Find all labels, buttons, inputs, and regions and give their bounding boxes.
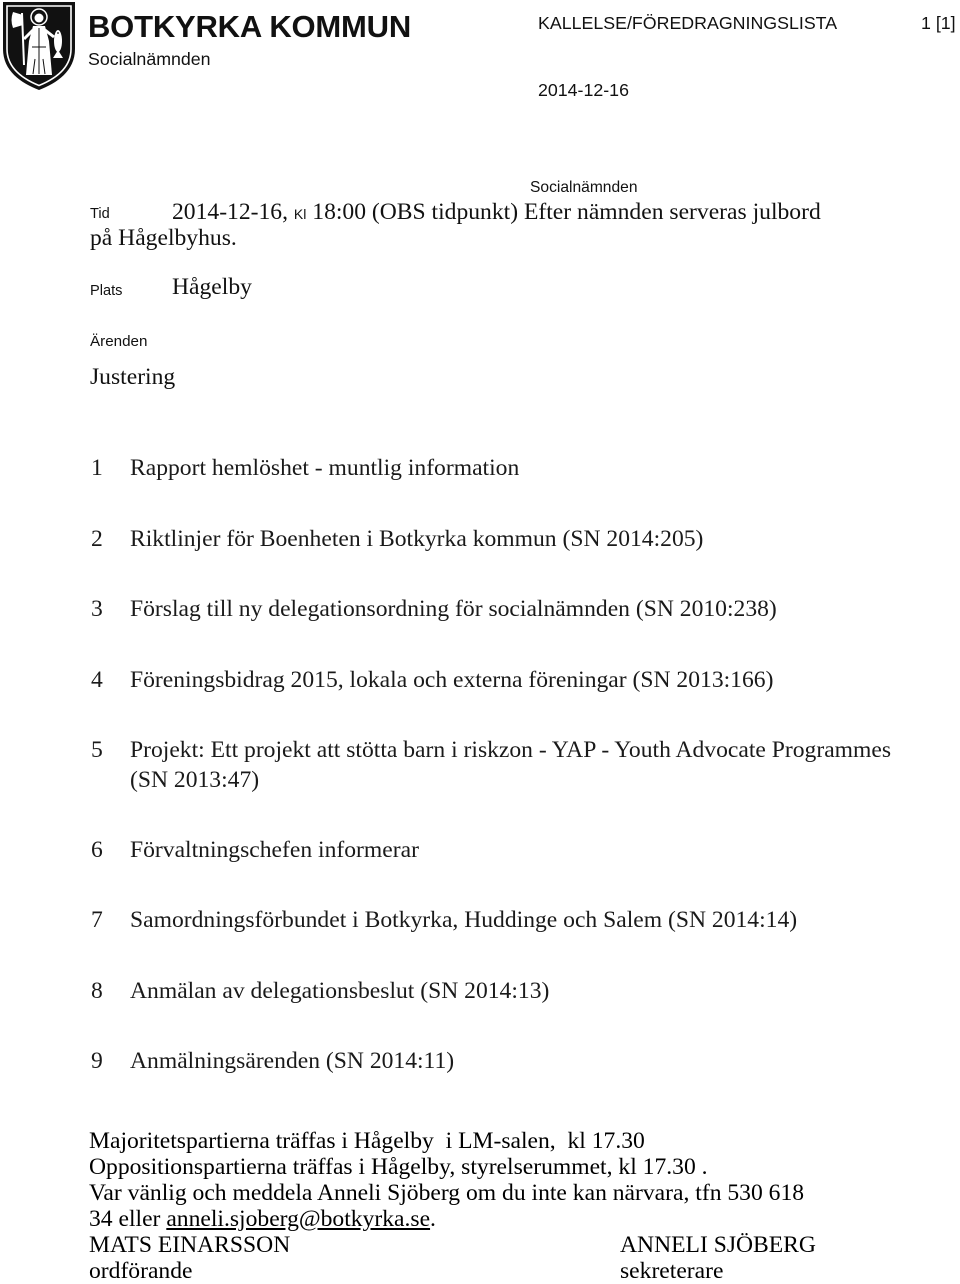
footer-contact-suffix: . <box>430 1206 436 1232</box>
agenda-item-title: Projekt: Ett projekt att stötta barn i riskzon - YAP - Youth Advocate Programmes (SN 2013:47) <box>130 737 892 793</box>
footer-contact-prefix: 34 eller <box>89 1206 167 1232</box>
time-date: 2014-12-16, <box>172 199 288 225</box>
agenda-item <box>91 905 920 935</box>
agenda-item <box>91 976 920 1006</box>
place-value: Hågelby <box>172 274 252 300</box>
footer-contact-note: Var vänlig och meddela Anneli Sjöberg om du inte kan närvara, tfn 530 618 <box>89 1180 805 1206</box>
page-indicator: 1 [1] <box>921 13 956 33</box>
agenda-item-title: Samordningsförbundet i Botkyrka, Huddinge och Salem (SN 2014:14) <box>130 907 798 933</box>
agenda-item-number: 3 <box>91 596 103 622</box>
email-link[interactable]: anneli.sjoberg@botkyrka.se <box>166 1206 431 1232</box>
agenda-item-number: 1 <box>91 455 103 481</box>
document-date: 2014-12-16 <box>538 80 629 100</box>
agenda-item <box>91 453 920 483</box>
agenda-item <box>91 594 920 624</box>
footer-contact-line <box>89 1206 949 1232</box>
footer-notes <box>89 1128 949 1284</box>
time-details: 18:00 (OBS tidpunkt) Efter nämnden serveras julbord <box>312 199 821 225</box>
chair-name: MATS EINARSSON <box>89 1232 291 1258</box>
agenda-label: Ärenden <box>90 333 148 350</box>
agenda-item-number: 8 <box>91 978 103 1004</box>
agenda-item-number: 5 <box>91 737 103 763</box>
agenda-item-title: Föreningsbidrag 2015, lokala och externa föreningar (SN 2013:166) <box>130 667 774 693</box>
signatory-names <box>89 1232 949 1258</box>
agenda-item <box>91 735 920 795</box>
coat-of-arms-icon <box>2 1 76 91</box>
committee-name: Socialnämnden <box>530 179 638 196</box>
time-kl: Kl <box>293 206 307 222</box>
justering-heading: Justering <box>90 364 176 390</box>
secretary-name: ANNELI SJÖBERG <box>620 1232 816 1258</box>
agenda-item-number: 2 <box>91 526 103 552</box>
footer-majority-note: Majoritetspartierna träffas i Hågelby i LM-salen, kl 17.30 <box>89 1128 645 1154</box>
footer-opposition-note: Oppositionspartierna träffas i Hågelby, styrelserummet, kl 17.30 . <box>89 1154 708 1180</box>
secretary-role: sekreterare <box>620 1258 724 1284</box>
chair-role: ordförande <box>89 1258 193 1284</box>
time-label: Tid <box>90 206 110 222</box>
agenda-item-number: 6 <box>91 837 103 863</box>
agenda-item-title: Förvaltningschefen informerar <box>130 837 419 863</box>
agenda-item <box>91 524 920 554</box>
agenda-item <box>91 1046 920 1076</box>
time-value <box>172 200 821 226</box>
agenda-item-number: 9 <box>91 1048 103 1074</box>
agenda-item-number: 7 <box>91 907 103 933</box>
agenda-item <box>91 835 920 865</box>
header-department: Socialnämnden <box>88 49 211 69</box>
agenda-item-number: 4 <box>91 667 103 693</box>
agenda-item-title: Riktlinjer för Boenheten i Botkyrka kommun (SN 2014:205) <box>130 526 704 552</box>
signatory-roles <box>89 1258 949 1284</box>
document-type: KALLELSE/FÖREDRAGNINGSLISTA <box>538 13 838 33</box>
time-continuation: på Hågelbyhus. <box>90 225 237 251</box>
place-label: Plats <box>90 283 123 299</box>
agenda-item-title: Rapport hemlöshet - muntlig information <box>130 455 520 481</box>
agenda-item <box>91 665 920 695</box>
agenda-item-title: Anmälningsärenden (SN 2014:11) <box>130 1048 455 1074</box>
agenda-item-title: Förslag till ny delegationsordning för socialnämnden (SN 2010:238) <box>130 596 777 622</box>
organization-name: BOTKYRKA KOMMUN <box>88 9 412 44</box>
agenda-item-title: Anmälan av delegationsbeslut (SN 2014:13) <box>130 978 550 1004</box>
